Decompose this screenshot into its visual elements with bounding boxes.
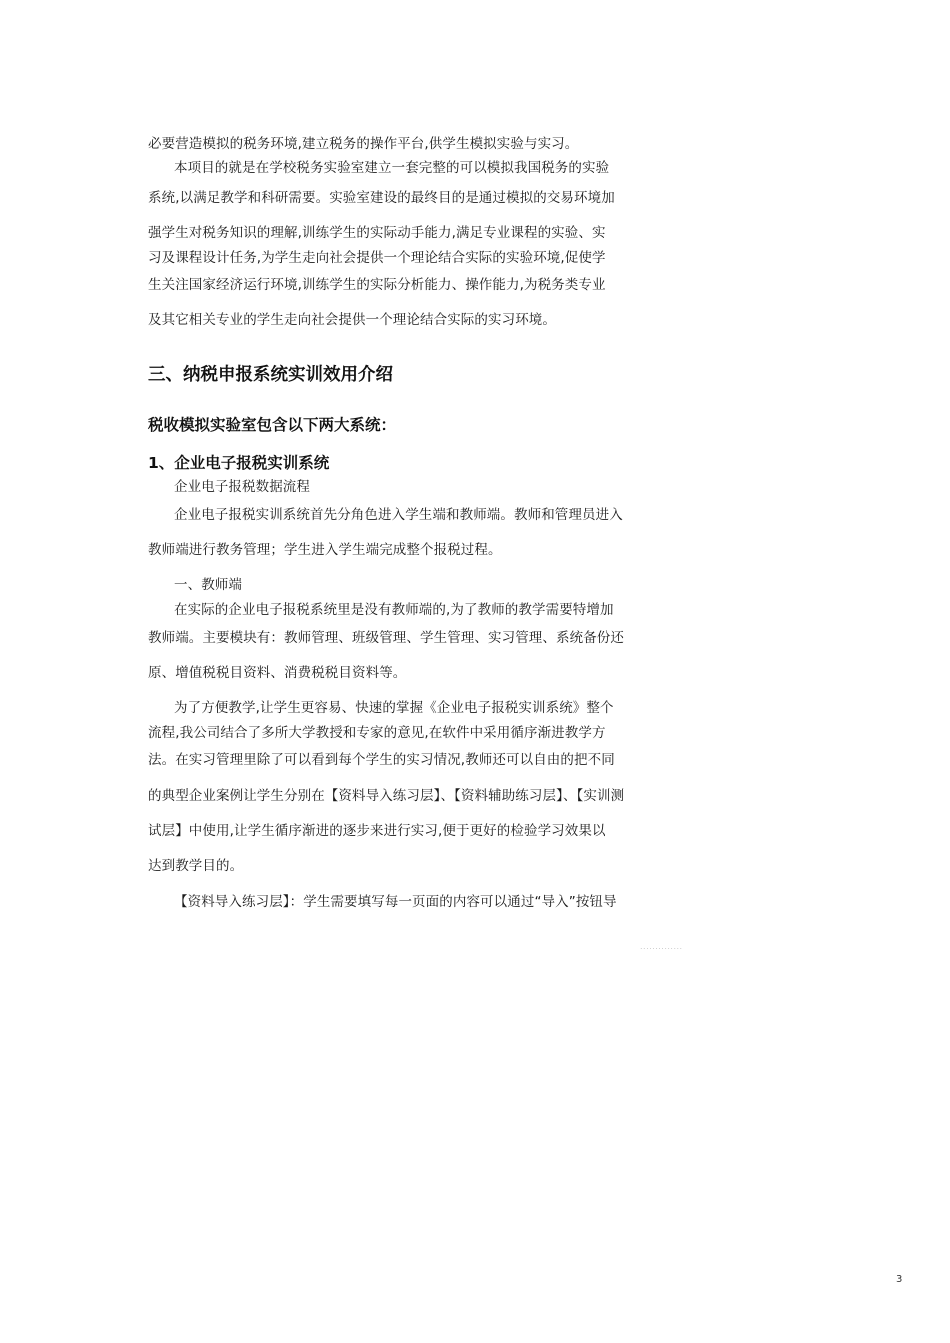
dotted-leader: .............. <box>640 942 683 951</box>
paragraph-line: 教师端。主要模块有：教师管理、班级管理、学生管理、实习管理、系统备份还 <box>148 630 624 646</box>
paragraph-line: 为了方便教学,让学生更容易、快速的掌握《企业电子报税实训系统》整个 <box>174 700 614 716</box>
teacher-label: 一、教师端 <box>174 577 242 593</box>
paragraph-line: 的典型企业案例让学生分别在【资料导入练习层】、【资料辅助练习层】、【实训测 <box>148 788 625 804</box>
paragraph-line: 及其它相关专业的学生走向社会提供一个理论结合实际的实习环境。 <box>148 312 556 328</box>
paragraph-line: 生关注国家经济运行环境,训练学生的实际分析能力、操作能力,为税务类专业 <box>148 277 606 293</box>
paragraph-line: 必要营造模拟的税务环境,建立税务的操作平台,供学生模拟实验与实习。 <box>148 136 579 152</box>
paragraph-line: 原、增值税税目资料、消费税税目资料等。 <box>148 665 407 681</box>
section-heading: 三、纳税申报系统实训效用介绍 <box>148 365 393 385</box>
page-number: 3 <box>896 1274 903 1285</box>
paragraph-line: 系统,以满足教学和科研需要。实验室建设的最终目的是通过模拟的交易环境加 <box>148 190 615 206</box>
paragraph-line: 企业电子报税实训系统首先分角色进入学生端和教师端。教师和管理员进入 <box>174 507 623 523</box>
paragraph-line: 教师端进行教务管理；学生进入学生端完成整个报税过程。 <box>148 542 502 558</box>
paragraph-line: 【资料导入练习层】：学生需要填写每一页面的内容可以通过“导入”按钮导 <box>174 894 617 910</box>
paragraph-line: 习及课程设计任务,为学生走向社会提供一个理论结合实际的实验环境,促使学 <box>148 250 606 266</box>
paragraph-line: 本项目的就是在学校税务实验室建立一套完整的可以模拟我国税务的实验 <box>174 160 610 176</box>
paragraph-line: 试层】中使用,让学生循序渐进的逐步来进行实习,便于更好的检验学习效果以 <box>148 823 606 839</box>
paragraph-line: 流程,我公司结合了多所大学教授和专家的意见,在软件中采用循序渐进教学方 <box>148 725 606 741</box>
subsection-heading: 税收模拟实验室包含以下两大系统： <box>148 416 397 434</box>
paragraph-line: 法。在实习管理里除了可以看到每个学生的实习情况,教师还可以自由的把不同 <box>148 752 615 768</box>
flow-label: 企业电子报税数据流程 <box>174 479 310 495</box>
paragraph-line: 强学生对税务知识的理解,训练学生的实际动手能力,满足专业课程的实验、实 <box>148 225 606 241</box>
paragraph-line: 达到教学目的。 <box>148 858 244 874</box>
system-heading: 1、企业电子报税实训系统 <box>148 454 330 472</box>
paragraph-line: 在实际的企业电子报税系统里是没有教师端的,为了教师的教学需要特增加 <box>174 602 614 618</box>
